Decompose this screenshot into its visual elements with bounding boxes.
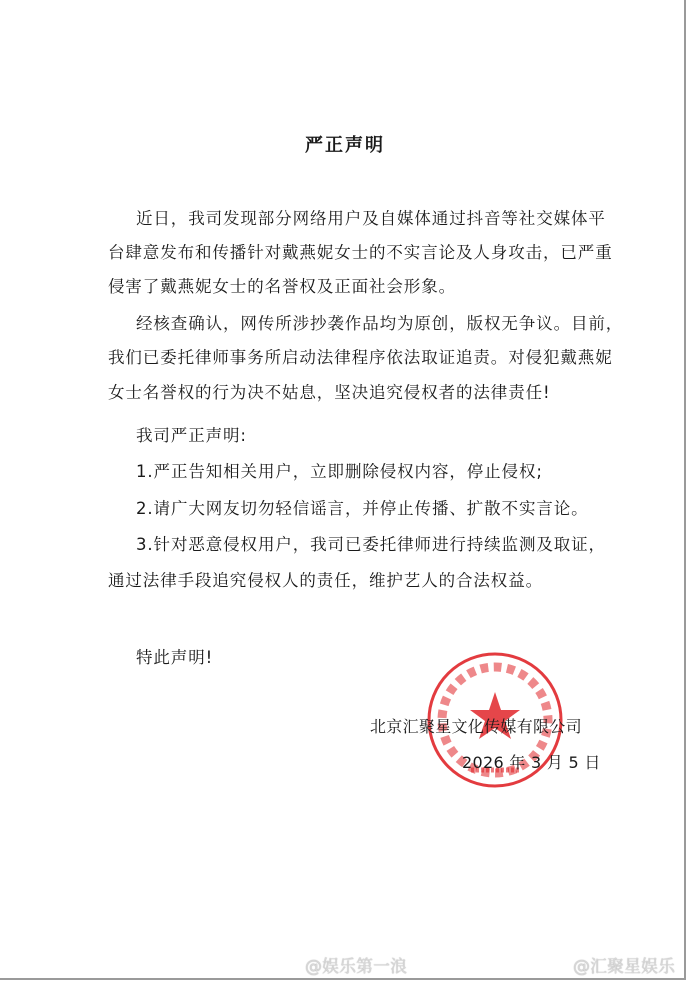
paragraph-line: 近日，我司发现部分网络用户及自媒体通过抖音等社交媒体平: [136, 209, 606, 228]
paragraph-line: 经核查确认，网传所涉抄袭作品均为原创，版权无争议。目前，: [136, 314, 624, 333]
paragraph-line: 侵害了戴燕妮女士的名誉权及正面社会形象。: [108, 277, 456, 296]
document-date: 2026 年 3 月 5 日: [462, 753, 601, 772]
declaration-item: 1.严正告知相关用户，立即删除侵权内容，停止侵权;: [136, 462, 543, 481]
paragraph-line: 我们已委托律师事务所启动法律程序依法取证追责。对侵犯戴燕妮: [108, 348, 613, 367]
paragraph-line: 女士名誉权的行为决不姑息，坚决追究侵权者的法律责任!: [108, 383, 551, 402]
closing-text: 特此声明!: [136, 648, 214, 667]
declaration-heading: 我司严正声明:: [136, 426, 247, 445]
declaration-item: 2.请广大网友切勿轻信谣言，并停止传播、扩散不实言论。: [136, 499, 589, 518]
declaration-item: 通过法律手段追究侵权人的责任，维护艺人的合法权益。: [108, 571, 543, 590]
company-name: 北京汇聚星文化传媒有限公司: [370, 717, 582, 736]
watermark-left: @娱乐第一浪: [305, 957, 407, 977]
paragraph-line: 台肆意发布和传播针对戴燕妮女士的不实言论及人身攻击，已严重: [108, 243, 613, 262]
watermark-right: @汇聚星娱乐: [573, 957, 675, 977]
page-title: 严正声明: [305, 135, 385, 156]
declaration-item: 3.针对恶意侵权用户，我司已委托律师进行持续监测及取证，: [136, 535, 606, 554]
